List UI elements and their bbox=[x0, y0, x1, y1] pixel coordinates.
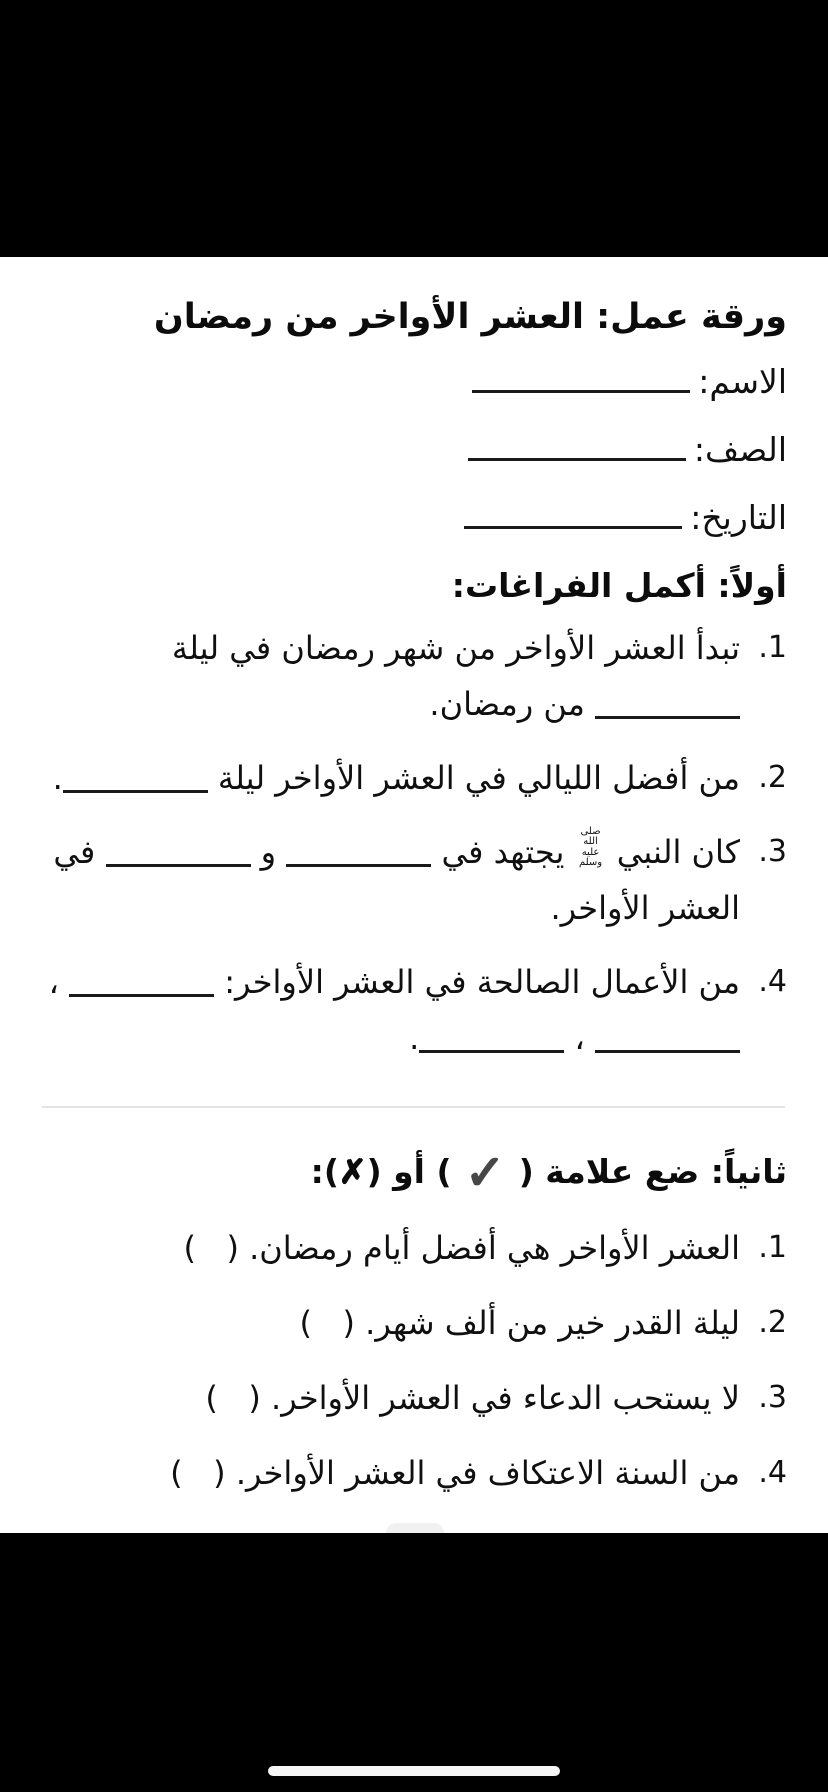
item-number: 3. bbox=[758, 1380, 787, 1415]
item-text bbox=[40, 824, 740, 936]
worksheet-item bbox=[40, 954, 787, 1066]
answer-parentheses: ( ) bbox=[170, 1454, 226, 1492]
section-one-heading: أولاً: أكمل الفراغات: bbox=[451, 566, 787, 605]
item-text bbox=[40, 1224, 740, 1272]
text-segment: من السنة الاعتكاف في العشر الأواخر. bbox=[235, 1454, 740, 1492]
text-segment: و bbox=[250, 833, 287, 871]
worksheet-item bbox=[40, 1224, 787, 1272]
text-segment: كان النبي bbox=[606, 833, 740, 871]
item-number: 2. bbox=[758, 760, 787, 795]
blank-line bbox=[464, 525, 682, 529]
worksheet-title: ورقة عمل: العشر الأواخر من رمضان bbox=[153, 297, 787, 337]
top-black-bar bbox=[0, 0, 828, 257]
blank-line bbox=[468, 457, 686, 461]
field-label: التاريخ: bbox=[690, 498, 787, 537]
item-text bbox=[40, 620, 740, 732]
header-fields bbox=[40, 362, 787, 546]
item-number: 4. bbox=[758, 964, 787, 999]
page-edge-smudge bbox=[386, 1523, 444, 1533]
blank-line bbox=[472, 389, 690, 393]
cross-icon: ✗ bbox=[338, 1152, 367, 1191]
text-segment: . bbox=[52, 759, 63, 797]
text-segment: ليلة القدر خير من ألف شهر. bbox=[365, 1304, 740, 1342]
text-segment: يجتهد في bbox=[431, 833, 575, 871]
section-divider bbox=[42, 1106, 785, 1108]
text-segment: في العشر الأواخر. bbox=[53, 833, 740, 927]
worksheet-item bbox=[40, 750, 787, 806]
blank-line bbox=[106, 863, 251, 867]
text-segment: من رمضان. bbox=[429, 685, 595, 723]
item-number: 4. bbox=[758, 1455, 787, 1490]
field-label: الاسم: bbox=[698, 362, 787, 401]
worksheet-item bbox=[40, 1449, 787, 1497]
worksheet-document[interactable] bbox=[0, 257, 828, 1533]
section-two-heading: ثانياً: ضع علامة ( ✓ ) أو (✗): bbox=[310, 1145, 787, 1201]
item-text bbox=[40, 1299, 740, 1347]
item-text bbox=[40, 954, 740, 1066]
blank-line bbox=[595, 1049, 740, 1053]
field-row bbox=[40, 430, 787, 478]
item-text bbox=[40, 750, 740, 806]
field-label: الصف: bbox=[693, 430, 787, 469]
item-text bbox=[40, 1374, 740, 1422]
pbuh-calligraphy-symbol: صلى الله عليه وسلم bbox=[578, 825, 603, 868]
item-number: 2. bbox=[758, 1305, 787, 1340]
worksheet-item bbox=[40, 1299, 787, 1347]
fill-blanks-list bbox=[40, 620, 787, 1066]
text-segment: ، bbox=[48, 963, 70, 1001]
text-segment: من الأعمال الصالحة في العشر الأواخر: bbox=[214, 963, 740, 1001]
item-number: 1. bbox=[758, 1230, 787, 1265]
true-false-list bbox=[40, 1224, 787, 1497]
answer-parentheses: ( ) bbox=[183, 1229, 239, 1267]
field-row bbox=[40, 498, 787, 546]
heading-text-prefix: ثانياً: ضع علامة ( bbox=[507, 1152, 787, 1191]
text-segment: العشر الأواخر هي أفضل أيام رمضان. bbox=[249, 1229, 740, 1267]
answer-parentheses: ( ) bbox=[205, 1379, 261, 1417]
answer-parentheses: ( ) bbox=[299, 1304, 355, 1342]
heading-text-suffix: ): bbox=[310, 1152, 339, 1191]
blank-line bbox=[595, 715, 740, 719]
blank-line bbox=[63, 789, 208, 793]
worksheet-item bbox=[40, 620, 787, 732]
blank-line bbox=[286, 863, 431, 867]
home-indicator[interactable] bbox=[268, 1766, 560, 1776]
worksheet-item bbox=[40, 1374, 787, 1422]
text-segment: تبدأ العشر الأواخر من شهر رمضان في ليلة bbox=[171, 629, 740, 667]
bottom-black-bar bbox=[0, 1533, 828, 1792]
item-number: 1. bbox=[758, 630, 787, 665]
text-segment: ، bbox=[564, 1019, 595, 1057]
text-segment: من أفضل الليالي في العشر الأواخر ليلة bbox=[207, 759, 740, 797]
heading-text-middle: ) أو ( bbox=[366, 1152, 464, 1191]
text-segment: . bbox=[409, 1019, 420, 1057]
worksheet-item bbox=[40, 824, 787, 936]
blank-line bbox=[419, 1049, 564, 1053]
field-row bbox=[40, 362, 787, 410]
blank-line bbox=[69, 993, 214, 997]
text-segment: لا يستحب الدعاء في العشر الأواخر. bbox=[271, 1379, 740, 1417]
item-text bbox=[40, 1449, 740, 1497]
item-number: 3. bbox=[758, 834, 787, 869]
